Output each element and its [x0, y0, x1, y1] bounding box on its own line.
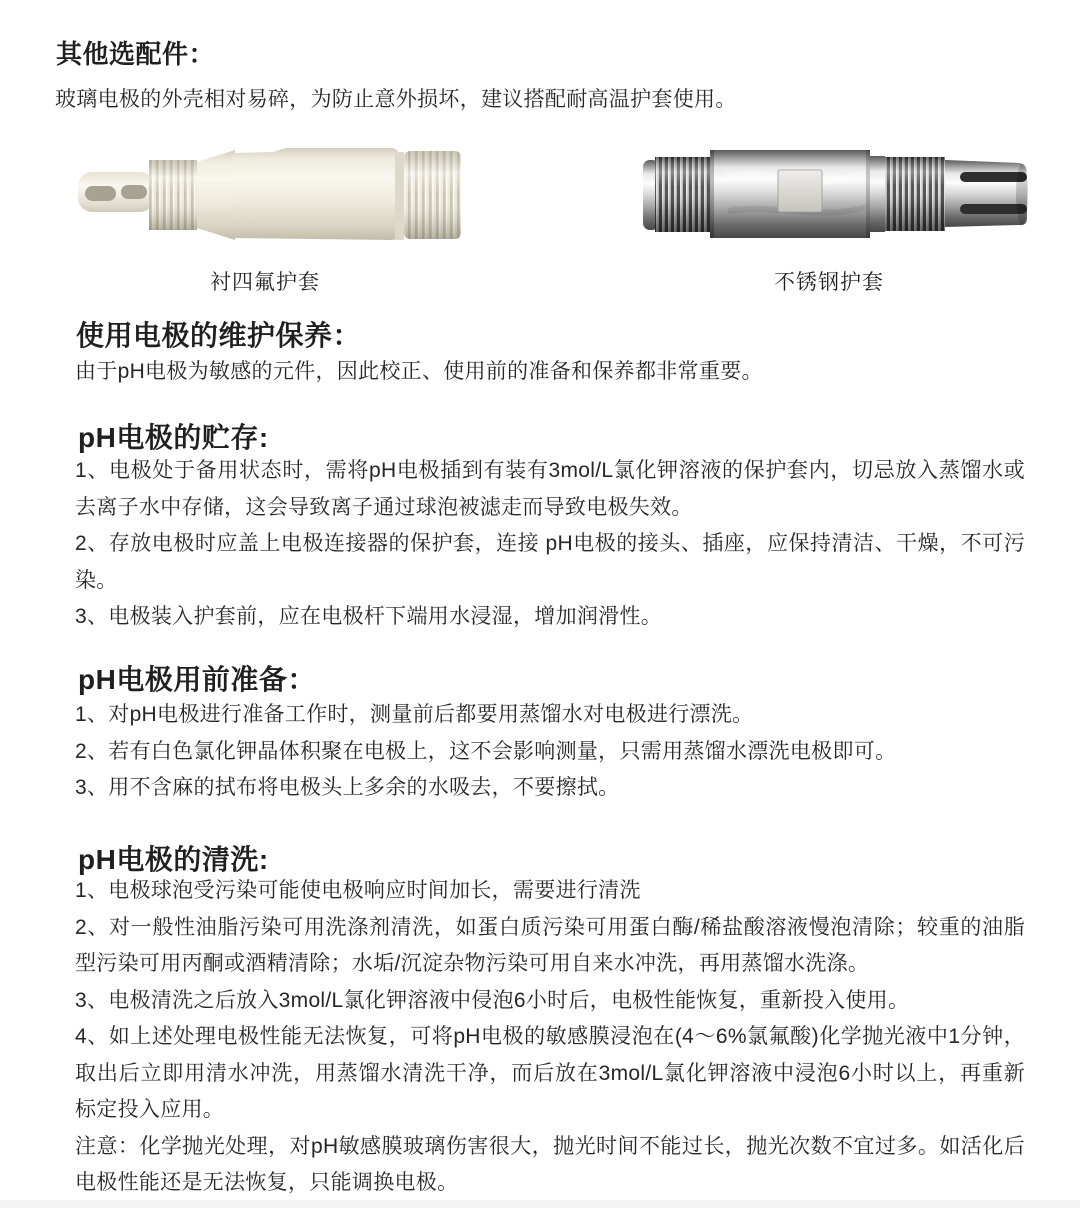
- list-item: 3、电极装入护套前，应在电极杆下端用水浸湿，增加润滑性。: [75, 605, 663, 628]
- ptfe-sleeve-image: [65, 140, 465, 268]
- stainless-sleeve-figure: [623, 142, 1035, 269]
- list-item: 1、对pH电极进行准备工作时，测量前后都要用蒸馏水对电极进行漂洗。: [75, 703, 754, 726]
- storage-title: pH电极的贮存:: [78, 422, 269, 453]
- list-item: 2、若有白色氯化钾晶体积聚在电极上，这不会影响测量，只需用蒸馏水漂洗电极即可。: [75, 739, 897, 763]
- ptfe-sleeve-caption: 衬四氟护套: [210, 271, 320, 294]
- list-item: 4、如上述处理电极性能无法恢复，可将pH电极的敏感膜浸泡在(4～6%氯氟酸)化学抛光液中1分钟，取出后立即用清水冲洗，用蒸馏水清洗干净，而后放在3mol/L氯化钾溶液中浸泡6小时以上，再重新标定投入应用。: [75, 1025, 1025, 1121]
- list-item: 1、电极球泡受污染可能使电极响应时间加长，需要进行清洗: [75, 879, 641, 902]
- list-item: 3、用不含麻的拭布将电极头上多余的水吸去，不要擦拭。: [75, 776, 620, 799]
- cleaning-list: [75, 873, 1025, 1202]
- stainless-sleeve-image: [623, 142, 1035, 264]
- maintenance-intro: 由于pH电极为敏感的元件，因此校正、使用前的准备和保养都非常重要。: [75, 360, 763, 383]
- storage-list: [75, 453, 1025, 636]
- preparation-title: pH电极用前准备：: [78, 664, 316, 695]
- list-item: 3、电极清洗之后放入3mol/L氯化钾溶液中侵泡6小时后，电极性能恢复，重新投入使用。: [75, 988, 910, 1012]
- list-item: 2、对一般性油脂污染可用洗涤剂清洗，如蛋白质污染可用蛋白酶/稀盐酸溶液慢泡清除；较重的油脂型污染可用丙酮或酒精清除；水垢/沉淀杂物污染可用自来水冲洗，再用蒸馏水洗涤。: [75, 915, 1025, 975]
- maintenance-title: 使用电极的维护保养：: [76, 320, 362, 351]
- list-item: 2、存放电极时应盖上电极连接器的保护套，连接 pH电极的接头、插座，应保持清洁、干燥，不可污染。: [75, 532, 1025, 592]
- accessories-intro: 玻璃电极的外壳相对易碎，为防止意外损坏，建议搭配耐高温护套使用。: [55, 88, 737, 111]
- footer-strip: [0, 1200, 1080, 1208]
- cleaning-title: pH电极的清洗:: [78, 844, 269, 875]
- stainless-sleeve-caption: 不锈钢护套: [774, 271, 884, 294]
- list-item: 注意：化学抛光处理，对pH敏感膜玻璃伤害很大，抛光时间不能过长，抛光次数不宜过多。如活化后电极性能还是无法恢复，只能调换电极。: [75, 1134, 1025, 1194]
- ptfe-sleeve-figure: [65, 140, 465, 273]
- list-item: 1、电极处于备用状态时，需将pH电极插到有装有3mol/L氯化钾溶液的保护套内，切忌放入蒸馏水或去离子水中存储，这会导致离子通过球泡被滤走而导致电极失效。: [75, 459, 1025, 519]
- accessories-title: 其他选配件：: [56, 39, 216, 69]
- preparation-list: [75, 697, 1025, 807]
